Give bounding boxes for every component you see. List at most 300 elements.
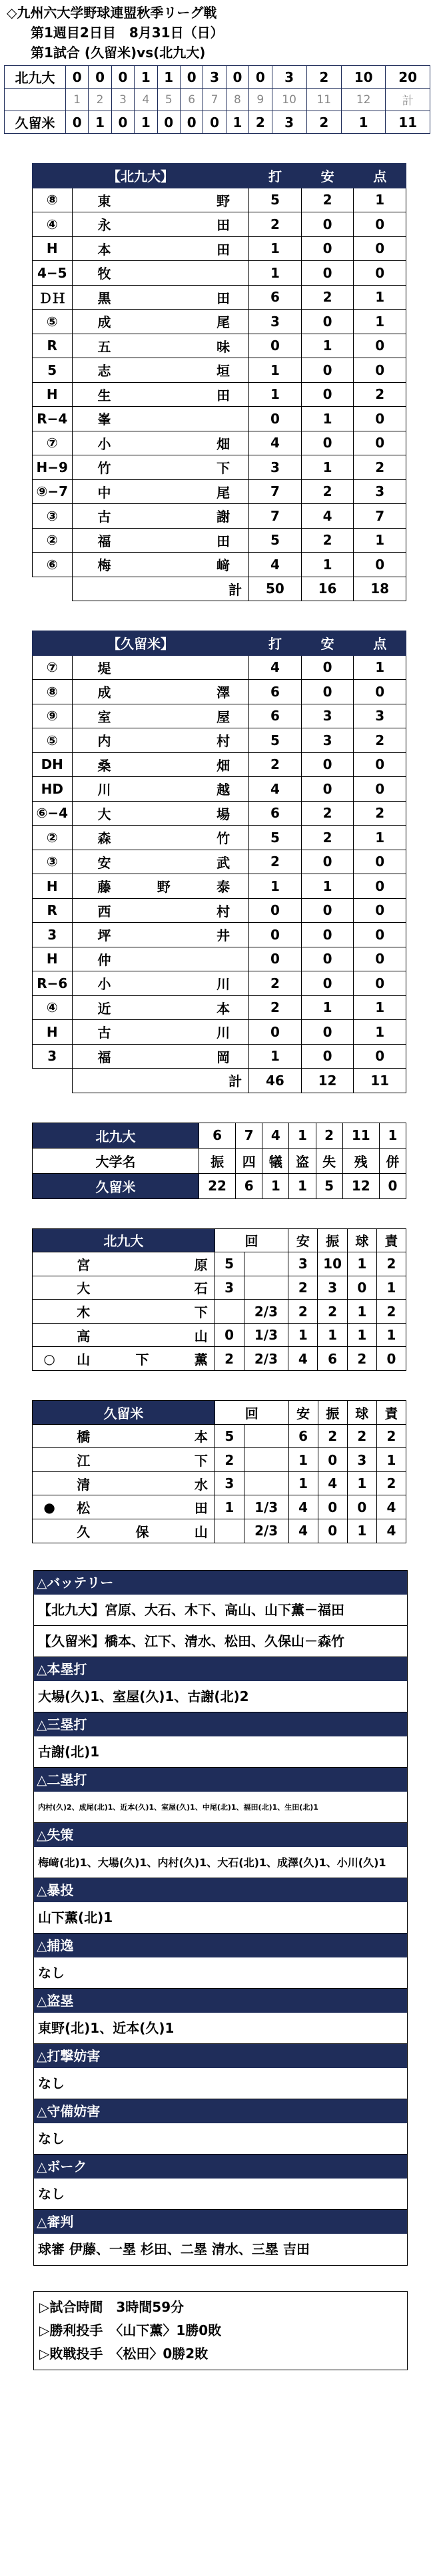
run-cell: 1	[157, 66, 180, 89]
batting-row	[33, 704, 406, 728]
batter-name: 福田	[72, 528, 249, 553]
pitching-header-row	[33, 1401, 406, 1425]
batter-name: 志垣	[72, 358, 249, 383]
batter-position: R−6	[33, 971, 73, 996]
batter-position: ⑥−4	[33, 801, 73, 826]
batter-position: ⑨	[33, 704, 73, 728]
batter-position: ⑧	[33, 680, 73, 704]
run-cell: 0	[249, 66, 272, 89]
strikeouts: 2	[318, 1300, 347, 1324]
hits-allowed: 4	[288, 1519, 318, 1543]
col-hits-header: 安	[288, 1228, 318, 1252]
batter-name: 竹下	[72, 455, 249, 480]
strikeouts: 2	[318, 1424, 347, 1448]
rbi: 1	[354, 995, 406, 1020]
pitching-row	[33, 1276, 406, 1300]
total-at-bats: 50	[249, 577, 302, 601]
pitching-row	[33, 1448, 406, 1472]
hits: 3	[301, 728, 354, 753]
hits-allowed: 1	[288, 1323, 318, 1347]
rbi: 2	[354, 728, 406, 753]
earned-runs: 2	[376, 1424, 406, 1448]
stat-cell: 11	[342, 1123, 379, 1148]
hits-allowed: 6	[288, 1424, 318, 1448]
double-heading: △二塁打	[34, 1768, 407, 1792]
batter-name: 黒田	[72, 285, 249, 310]
batter-name: 内村	[72, 728, 249, 753]
team-name: 北九大	[33, 1123, 199, 1148]
inning-label: 10	[272, 89, 306, 111]
stat-cell: 0	[379, 1173, 406, 1198]
at-bats: 0	[249, 1020, 302, 1045]
result-mark	[33, 1300, 67, 1324]
pitching-row	[33, 1471, 406, 1495]
pitching-row	[33, 1323, 406, 1347]
batter-name: 藤野泰	[72, 874, 249, 899]
hits: 2	[301, 285, 354, 310]
at-bats: 4	[249, 777, 302, 802]
batter-position: ⑨−7	[33, 479, 73, 504]
at-bats: 6	[249, 680, 302, 704]
batter-position: ③	[33, 504, 73, 529]
pitching-row	[33, 1300, 406, 1324]
hits: 0	[301, 382, 354, 407]
rbi: 0	[354, 947, 406, 971]
batter-position: ＤＨ	[33, 285, 73, 310]
result-mark	[33, 1471, 67, 1495]
stat-cell: 1	[289, 1123, 316, 1148]
hits: 2	[301, 528, 354, 553]
innings-fraction	[244, 1471, 288, 1495]
result-mark	[33, 1276, 67, 1300]
innings-whole: 2	[215, 1347, 244, 1371]
at-bats: 5	[249, 826, 302, 850]
hits-allowed: 2	[288, 1276, 318, 1300]
at-bats: 1	[249, 1044, 302, 1069]
stat-cell: 4	[262, 1123, 289, 1148]
run-cell: 0	[203, 111, 226, 134]
inning-label: 7	[203, 89, 226, 111]
innings-fraction: 2/3	[244, 1347, 288, 1371]
rbi: 0	[354, 236, 406, 261]
inning-label: 3	[111, 89, 134, 111]
batter-position: R−4	[33, 407, 73, 431]
earned-runs: 4	[376, 1495, 406, 1519]
at-bats: 3	[249, 455, 302, 480]
stat-cell: 1	[289, 1173, 316, 1198]
stolen-base-value: 東野(北)1、近本(久)1	[34, 2013, 407, 2044]
hits: 0	[301, 1044, 354, 1069]
innings-whole: 1	[215, 1495, 244, 1519]
batter-name: 成澤	[72, 680, 249, 704]
rbi: 1	[354, 528, 406, 553]
batting-interference-heading: △打撃妨害	[34, 2044, 407, 2068]
batting-row	[33, 1044, 406, 1069]
at-bats: 1	[249, 261, 302, 286]
batter-name: 福岡	[72, 1044, 249, 1069]
rbi: 1	[354, 655, 406, 680]
rbi: 1	[354, 285, 406, 310]
strikeouts: 0	[318, 1448, 347, 1472]
hits: 1	[301, 407, 354, 431]
stat-label: 振	[199, 1148, 236, 1173]
inning-label: 5	[157, 89, 180, 111]
rbi: 1	[354, 826, 406, 850]
pitcher-name: 大石	[66, 1276, 215, 1300]
batting-row	[33, 455, 406, 480]
batting-table-kurume	[32, 631, 406, 1093]
run-total: 11	[386, 111, 430, 134]
earned-runs: 2	[376, 1300, 406, 1324]
col-ab-header: 打	[249, 164, 302, 188]
run-cell: 0	[89, 66, 111, 89]
stat-label: 併	[379, 1148, 406, 1173]
at-bats: 3	[249, 310, 302, 334]
hits: 1	[301, 455, 354, 480]
stat-label: 盗	[289, 1148, 316, 1173]
batter-position: H−9	[33, 455, 73, 480]
batter-name: 近本	[72, 995, 249, 1020]
hits: 0	[301, 1020, 354, 1045]
innings-fraction	[244, 1252, 288, 1276]
pitching-header-row	[33, 1228, 406, 1252]
run-cell: 0	[180, 111, 203, 134]
batting-row	[33, 898, 406, 923]
batter-position: ⑦	[33, 655, 73, 680]
batter-name: 生田	[72, 382, 249, 407]
stat-cell: 22	[199, 1173, 236, 1198]
col-so-header: 振	[318, 1401, 347, 1425]
rbi: 7	[354, 504, 406, 529]
batter-position: ⑥	[33, 553, 73, 577]
at-bats: 5	[249, 528, 302, 553]
earned-runs: 2	[376, 1252, 406, 1276]
batting-row	[33, 285, 406, 310]
total-label: 計	[72, 577, 249, 601]
battery-heading: △バッテリー	[34, 1571, 407, 1595]
batter-name: 西村	[72, 898, 249, 923]
pitching-team-header: 久留米	[33, 1401, 215, 1425]
header-line1: ◇九州六大学野球連盟秋季リーグ戦	[7, 5, 217, 21]
at-bats: 4	[249, 655, 302, 680]
col-so-header: 振	[318, 1228, 347, 1252]
innings-whole: 2	[215, 1448, 244, 1472]
run-cell: 0	[180, 66, 203, 89]
pitching-row	[33, 1347, 406, 1371]
stat-cell: 2	[316, 1123, 342, 1148]
run-cell: 2	[249, 111, 272, 134]
passed-ball-value: なし	[34, 1957, 407, 1989]
batter-name: 森竹	[72, 826, 249, 850]
stat-label: 四	[236, 1148, 262, 1173]
pitcher-name: 江下	[66, 1448, 215, 1472]
stat-cell: 6	[236, 1173, 262, 1198]
at-bats: 4	[249, 553, 302, 577]
batting-row	[33, 504, 406, 529]
umpire-heading: △審判	[34, 2210, 407, 2234]
total-at-bats: 46	[249, 1069, 302, 1093]
stat-cell: 7	[236, 1123, 262, 1148]
rbi: 0	[354, 752, 406, 777]
hits: 0	[301, 850, 354, 874]
total-hits: 16	[301, 577, 354, 601]
umpire-value: 球審 伊藤、一塁 杉田、二塁 清水、三塁 吉田	[38, 2240, 310, 2257]
hits: 0	[301, 261, 354, 286]
rbi: 0	[354, 334, 406, 358]
innings-fraction: 2/3	[244, 1300, 288, 1324]
hits: 0	[301, 971, 354, 996]
batter-name: 古謝	[72, 504, 249, 529]
batting-header-row	[33, 164, 406, 188]
triple-value: 古謝(北)1	[34, 1736, 407, 1768]
hits-allowed: 4	[288, 1495, 318, 1519]
batter-position: ④	[33, 995, 73, 1020]
team-name: 北九大	[5, 66, 66, 89]
innings-whole	[215, 1300, 244, 1324]
result-mark: ○	[33, 1347, 67, 1371]
rbi: 3	[354, 704, 406, 728]
hits: 2	[301, 826, 354, 850]
innings-fraction	[244, 1448, 288, 1472]
pitching-row	[33, 1252, 406, 1276]
col-innings-header: 回	[215, 1401, 288, 1425]
batter-name: 小畑	[72, 431, 249, 455]
pitcher-name: 清水	[66, 1471, 215, 1495]
rbi: 0	[354, 850, 406, 874]
col-hits-header: 安	[301, 164, 354, 188]
hits: 2	[301, 801, 354, 826]
run-cell: 1	[135, 66, 157, 89]
team-stats-table	[32, 1123, 406, 1199]
innings-fraction	[244, 1424, 288, 1448]
batting-table-kita	[32, 163, 406, 601]
pitcher-name: 木下	[66, 1300, 215, 1324]
batter-position: 3	[33, 923, 73, 947]
walks: 0	[347, 1276, 376, 1300]
batting-row	[33, 923, 406, 947]
batter-position: ④	[33, 212, 73, 237]
run-cell: 0	[226, 66, 248, 89]
total-rbi: 18	[354, 577, 406, 601]
batter-position: 3	[33, 1044, 73, 1069]
total-rbi: 11	[354, 1069, 406, 1093]
batter-name: 梅﨑	[72, 553, 249, 577]
run-cell: 2	[306, 111, 341, 134]
rbi: 0	[354, 407, 406, 431]
total-hits: 12	[301, 1069, 354, 1093]
wild-pitch-value: 山下薫(北)1	[34, 1902, 407, 1933]
hits: 3	[301, 704, 354, 728]
batter-position: DH	[33, 752, 73, 777]
batting-team-header: 【北九大】	[33, 164, 249, 188]
batter-position: ⑧	[33, 188, 73, 212]
batting-row	[33, 947, 406, 971]
col-er-header: 責	[376, 1228, 406, 1252]
innings-whole: 5	[215, 1424, 244, 1448]
strikeouts: 0	[318, 1495, 347, 1519]
batting-header-row	[33, 631, 406, 656]
run-cell: 0	[66, 111, 89, 134]
at-bats: 2	[249, 752, 302, 777]
rbi: 0	[354, 971, 406, 996]
team-name: 久留米	[33, 1173, 199, 1198]
col-bb-header: 球	[347, 1228, 376, 1252]
run-cell: 1	[341, 111, 385, 134]
blank-cell	[33, 577, 73, 601]
batting-row	[33, 310, 406, 334]
pitcher-name: 宮原	[66, 1252, 215, 1276]
hits-allowed: 1	[288, 1471, 318, 1495]
balk-heading: △ボーク	[34, 2155, 407, 2179]
run-cell: 1	[226, 111, 248, 134]
strikeouts: 3	[318, 1276, 347, 1300]
at-bats: 0	[249, 898, 302, 923]
batting-row	[33, 528, 406, 553]
at-bats: 7	[249, 479, 302, 504]
batter-name: 峯	[72, 407, 249, 431]
batter-name: 桑畑	[72, 752, 249, 777]
at-bats: 4	[249, 431, 302, 455]
team-stats-row-bottom	[33, 1173, 406, 1198]
hits: 1	[301, 553, 354, 577]
error-value: 梅﨑(北)1、大場(久)1、内村(久)1、大石(北)1、成澤(久)1、小川(久)1	[34, 1847, 407, 1878]
at-bats: 6	[249, 285, 302, 310]
inning-label: 2	[89, 89, 111, 111]
pitching-team-header: 北九大	[33, 1228, 215, 1252]
walks: 2	[347, 1424, 376, 1448]
run-total: 20	[386, 66, 430, 89]
at-bats: 2	[249, 971, 302, 996]
batter-position: H	[33, 947, 73, 971]
run-cell: 3	[272, 111, 306, 134]
hits: 0	[301, 212, 354, 237]
innings-fraction: 1/3	[244, 1323, 288, 1347]
battery-kita: 【北九大】宮原、大石、木下、高山、山下薫－福田	[34, 1595, 407, 1626]
stat-cell: 6	[199, 1123, 236, 1148]
rbi: 1	[354, 1020, 406, 1045]
run-cell: 1	[135, 111, 157, 134]
strikeouts: 4	[318, 1471, 347, 1495]
batter-position: ⑤	[33, 310, 73, 334]
batter-name: 室屋	[72, 704, 249, 728]
triple-heading: △三塁打	[34, 1712, 407, 1736]
winning-pitcher: ▷勝利投手 〈山下薫〉1勝0敗	[39, 2322, 222, 2338]
col-innings-header: 回	[215, 1228, 288, 1252]
hits: 0	[301, 777, 354, 802]
batter-name: 古川	[72, 1020, 249, 1045]
inning-label: 1	[66, 89, 89, 111]
batter-name: 中尾	[72, 479, 249, 504]
batting-row	[33, 655, 406, 680]
stat-label: 犠	[262, 1148, 289, 1173]
batting-row	[33, 777, 406, 802]
batting-row	[33, 479, 406, 504]
hits: 0	[301, 923, 354, 947]
pitcher-name: 山下薫	[66, 1347, 215, 1371]
batting-row	[33, 752, 406, 777]
result-mark	[33, 1519, 67, 1543]
hits: 0	[301, 898, 354, 923]
run-cell: 10	[341, 66, 385, 89]
run-cell: 0	[157, 111, 180, 134]
walks: 1	[347, 1252, 376, 1276]
strikeouts: 10	[318, 1252, 347, 1276]
batting-row	[33, 382, 406, 407]
batter-position: ⑦	[33, 431, 73, 455]
batting-row	[33, 801, 406, 826]
at-bats: 0	[249, 407, 302, 431]
hits: 0	[301, 655, 354, 680]
batter-name: 東野	[72, 188, 249, 212]
batting-row	[33, 1020, 406, 1045]
at-bats: 1	[249, 874, 302, 899]
stat-cell: 1	[262, 1173, 289, 1198]
batting-row	[33, 850, 406, 874]
homerun-value: 大場(久)1、室屋(久)1、古謝(北)2	[34, 1681, 407, 1712]
rbi: 1	[354, 188, 406, 212]
innings-whole: 5	[215, 1252, 244, 1276]
rbi: 2	[354, 382, 406, 407]
inning-label: 11	[306, 89, 341, 111]
walks: 0	[347, 1495, 376, 1519]
stat-cell: 1	[379, 1123, 406, 1148]
team-name-label: 大学名	[33, 1148, 199, 1173]
pitching-table-kita	[32, 1228, 406, 1372]
battery-kurume: 【久留米】橋本、江下、清水、松田、久保山－森竹	[34, 1626, 407, 1657]
batting-row	[33, 212, 406, 237]
hits: 0	[301, 947, 354, 971]
hits: 4	[301, 504, 354, 529]
pitching-row	[33, 1495, 406, 1519]
result-mark	[33, 1252, 67, 1276]
at-bats: 1	[249, 358, 302, 383]
inning-label: 4	[135, 89, 157, 111]
batting-interference-value: なし	[34, 2068, 407, 2099]
hits-allowed: 4	[288, 1347, 318, 1371]
rbi: 0	[354, 261, 406, 286]
batter-name: 仲	[72, 947, 249, 971]
inning-label: 12	[341, 89, 385, 111]
hits: 1	[301, 874, 354, 899]
earned-runs: 2	[376, 1471, 406, 1495]
team-stats-row-labels	[33, 1148, 406, 1173]
at-bats: 7	[249, 504, 302, 529]
at-bats: 0	[249, 947, 302, 971]
batter-name: 安武	[72, 850, 249, 874]
run-cell: 0	[111, 66, 134, 89]
rbi: 0	[354, 898, 406, 923]
header-line3: 第1試合 (久留米)vs(北九大)	[31, 45, 206, 61]
result-mark: ●	[33, 1495, 67, 1519]
batting-row	[33, 553, 406, 577]
run-cell: 0	[111, 111, 134, 134]
batter-name: 坪井	[72, 923, 249, 947]
rbi: 0	[354, 358, 406, 383]
batter-position: ②	[33, 528, 73, 553]
rbi: 3	[354, 479, 406, 504]
hits: 0	[301, 358, 354, 383]
batting-total-row	[33, 1069, 406, 1093]
hits-allowed: 1	[288, 1448, 318, 1472]
batter-position: H	[33, 236, 73, 261]
walks: 1	[347, 1519, 376, 1543]
inning-label: 9	[249, 89, 272, 111]
batter-name: 成尾	[72, 310, 249, 334]
innings-fraction	[244, 1276, 288, 1300]
pitching-row	[33, 1424, 406, 1448]
run-cell: 0	[66, 66, 89, 89]
run-cell: 3	[272, 66, 306, 89]
